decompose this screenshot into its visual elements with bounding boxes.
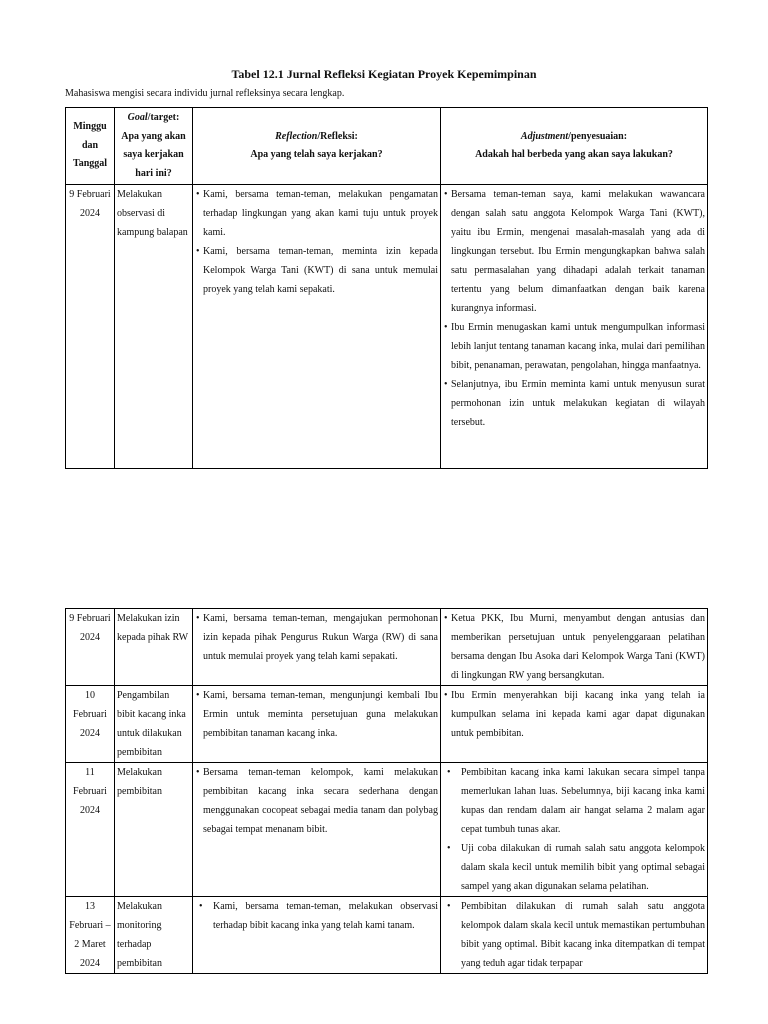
row-date: 13 Februari – 2 Maret 2024 bbox=[66, 897, 115, 974]
list-item: • Kami, bersama teman-teman, meminta izin kepada Kelompok Warga Tani (KWT) di sana untuk memulai proyek yang telah kami sepakati. bbox=[203, 242, 438, 299]
row-goal: Melakukan izin kepada pihak RW bbox=[115, 609, 193, 686]
list-item: • Kami, bersama teman-teman, melakukan observasi terhadap bibit kacang inka yang telah kami tanam. bbox=[213, 897, 438, 935]
row-date: 11 Februari 2024 bbox=[66, 763, 115, 897]
list-item: • Ibu Ermin menyerahkan biji kacang inka yang telah ia kumpulkan selama ini kepada kami agar dapat digunakan untuk pembibitan. bbox=[451, 686, 705, 743]
table-row bbox=[66, 609, 708, 686]
table-row bbox=[66, 897, 708, 974]
row-adjustment bbox=[441, 185, 708, 469]
row-adjustment bbox=[441, 686, 708, 763]
list-item: • Pembibitan dilakukan di rumah salah satu anggota kelompok dalam skala kecil untuk memastikan pertumbuhan bibit yang optimal. Bibit kacang inka ditempatkan di tempat yang teduh agar tidak terpapar bbox=[461, 897, 705, 973]
table-row bbox=[66, 763, 708, 897]
table-row bbox=[66, 686, 708, 763]
list-item: • Kami, bersama teman-teman, melakukan pengamatan terhadap lingkungan yang akan kami tuju untuk proyek kami. bbox=[203, 185, 438, 242]
row-goal: Pengambilan bibit kacang inka untuk dilakukan pembibitan bbox=[115, 686, 193, 763]
row-goal: Melakukan monitoring terhadap pembibitan bbox=[115, 897, 193, 974]
row-date: 9 Februari 2024 bbox=[66, 609, 115, 686]
row-goal: Melakukan observasi di kampung balapan bbox=[115, 185, 193, 469]
list-item: • Ketua PKK, Ibu Murni, menyambut dengan antusias dan memberikan persetujuan untuk penyelenggaraan pelatihan bersama dengan Ibu Asoka dari Kelompok Warga Tani (KWT) di lingkungan RW yang bersangkutan. bbox=[451, 609, 705, 685]
journal-table-part-2 bbox=[65, 608, 708, 974]
journal-table-part-1 bbox=[65, 107, 708, 469]
row-adjustment bbox=[441, 609, 708, 686]
header-goal: Goal/target: Apa yang akan saya kerjakan hari ini? bbox=[115, 108, 193, 185]
row-date: 10 Februari 2024 bbox=[66, 686, 115, 763]
row-reflection bbox=[193, 185, 441, 469]
table-title: Tabel 12.1 Jurnal Refleksi Kegiatan Proyek Kepemimpinan bbox=[231, 67, 537, 81]
list-item: • Kami, bersama teman-teman, mengajukan permohonan izin kepada pihak Pengurus Rukun Warga (RW) di sana untuk memulai proyek yang telah kami sepakati. bbox=[203, 609, 438, 666]
list-item: • Pembibitan kacang inka kami lakukan secara simpel tanpa memerlukan lahan luas. Sebelumnya, biji kacang inka kami kupas dan rendam dalam air hangat selama 2 malam agar cepat tumbuh tunas akar. bbox=[461, 763, 705, 839]
table-header-row bbox=[66, 108, 708, 185]
row-reflection bbox=[193, 763, 441, 897]
list-item: • Uji coba dilakukan di rumah salah satu anggota kelompok dalam skala kecil untuk memilih bibit yang optimal sebagai sampel yang akan digunakan selama pelatihan. bbox=[461, 839, 705, 896]
intro-text: Mahasiswa mengisi secara individu jurnal refleksinya secara lengkap. bbox=[65, 88, 345, 99]
row-reflection bbox=[193, 609, 441, 686]
list-item: • Bersama teman-teman saya, kami melakukan wawancara dengan salah satu anggota Kelompok Warga Tani (KWT), yaitu ibu Ermin, mengenai masalah-masalah yang ada di lingkungan tersebut. Ibu Ermin mengungkapkan bahwa salah satu permasalahan yang dihadapi adalah terkait tanaman tertentu yang belum dimanfaatkan dengan baik karena kurangnya informasi. bbox=[451, 185, 705, 318]
row-reflection bbox=[193, 897, 441, 974]
list-item: • Kami, bersama teman-teman, mengunjungi kembali Ibu Ermin untuk meminta persetujuan guna melakukan pembibitan tanaman kacang inka. bbox=[203, 686, 438, 743]
list-item: • Bersama teman-teman kelompok, kami melakukan pembibitan kacang inka secara sederhana dengan menggunakan cocopeat sebagai media tanam dan polybag sebagai tempat menanam bibit. bbox=[203, 763, 438, 839]
row-adjustment bbox=[441, 897, 708, 974]
row-date: 9 Februari 2024 bbox=[66, 185, 115, 469]
row-goal: Melakukan pembibitan bbox=[115, 763, 193, 897]
row-adjustment bbox=[441, 763, 708, 897]
row-reflection bbox=[193, 686, 441, 763]
header-reflection: Reflection/Refleksi: Apa yang telah saya kerjakan? bbox=[193, 108, 441, 185]
list-item: • Selanjutnya, ibu Ermin meminta kami untuk menyusun surat permohonan izin untuk melakukan kegiatan di wilayah tersebut. bbox=[451, 375, 705, 432]
table-row bbox=[66, 185, 708, 469]
header-adjustment: Adjustment/penyesuaian: Adakah hal berbeda yang akan saya lakukan? bbox=[441, 108, 708, 185]
list-item: • Ibu Ermin menugaskan kami untuk mengumpulkan informasi lebih lanjut tentang tanaman kacang inka, mulai dari pemilihan bibit, penanaman, perawatan, pengolahan, hingga manfaatnya. bbox=[451, 318, 705, 375]
header-week-date: Minggu dan Tanggal bbox=[66, 108, 115, 185]
